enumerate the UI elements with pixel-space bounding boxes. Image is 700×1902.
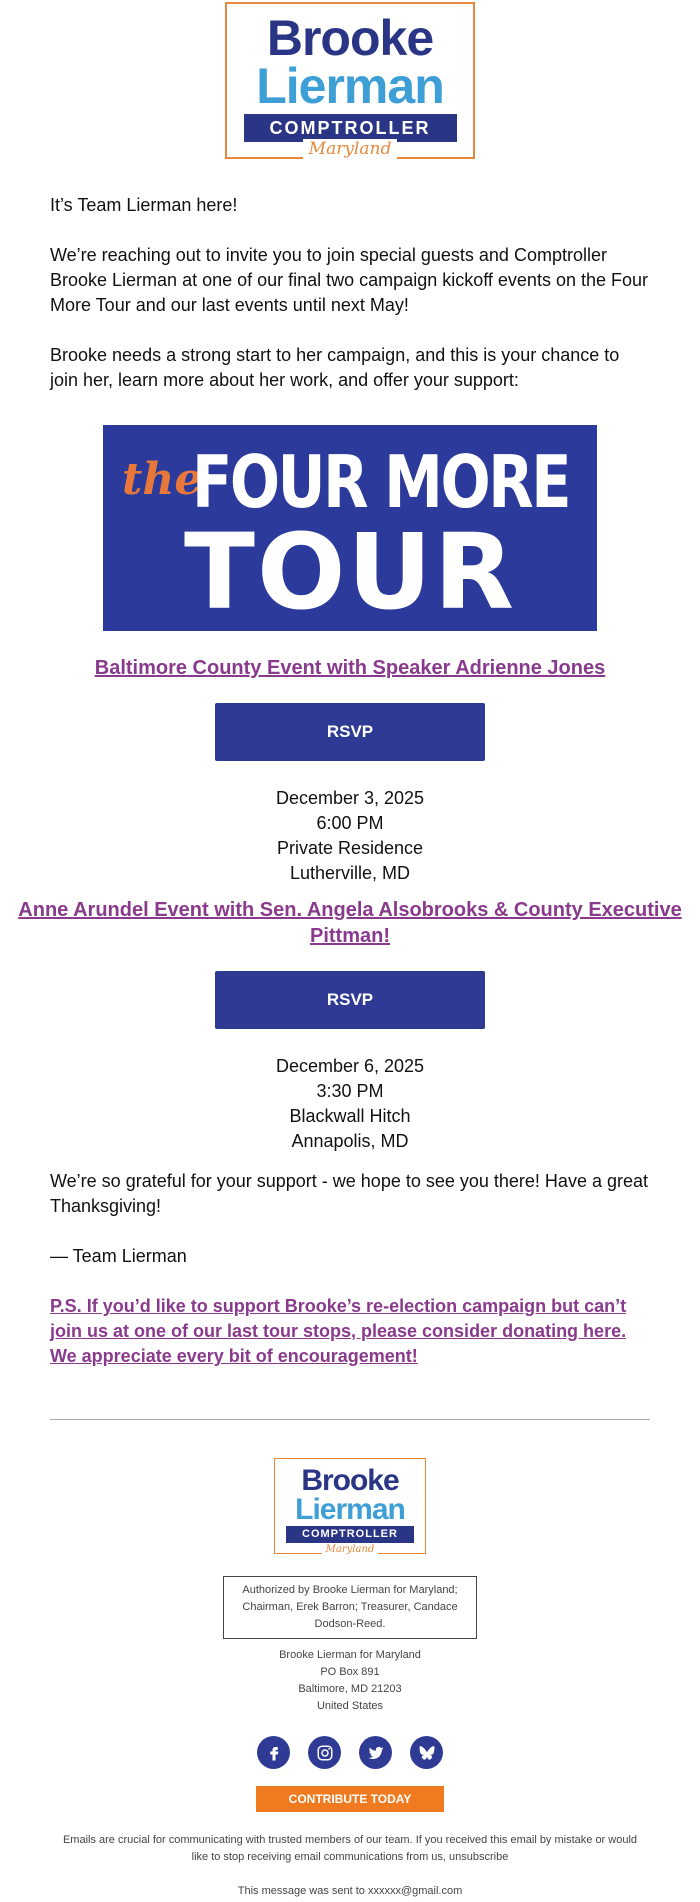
thanks-paragraph: We’re so grateful for your support - we hope to see you there! Have a great Thanksgiving!	[50, 1171, 648, 1216]
footer-logo-name-last: Lierman	[295, 1493, 405, 1526]
footer-logo-name-first: Brooke	[301, 1464, 399, 1497]
rsvp-button-anne-arundel[interactable]: RSVP	[215, 971, 485, 1029]
intro-paragraph: We’re reaching out to invite you to join special guests and Comptroller Brooke Lierman at one of our final two campaign kickoff events on the Four More Tour and our last events until next May!	[50, 245, 648, 315]
social-links	[0, 1736, 700, 1769]
banner-four-more: FOUR MORE	[192, 440, 570, 524]
email-page	[0, 2, 700, 1900]
event-date: December 6, 2025	[275, 1056, 425, 1076]
unsubscribe-note[interactable]: Emails are crucial for communicating with trusted members of our team. If you received this email by mistake or would like to stop receiving email communications from us, unsubscribe	[62, 1834, 638, 1863]
rsvp-button-baltimore[interactable]: RSVP	[215, 703, 485, 761]
mailing-address	[0, 1647, 700, 1715]
event-time: 6:00 PM	[316, 813, 384, 833]
support-paragraph: Brooke needs a strong start to her campaign, and this is your chance to join her, learn more about her work, and offer your support:	[50, 345, 620, 390]
banner-the: the	[122, 454, 203, 505]
bluesky-icon[interactable]	[410, 1736, 443, 1769]
contribute-today-button[interactable]: CONTRIBUTE TODAY	[256, 1786, 444, 1812]
address-org: Brooke Lierman for Maryland	[279, 1649, 421, 1661]
authorized-by-box: Authorized by Brooke Lierman for Maryland; Chairman, Erek Barron; Treasurer, Candace Dodson-Reed.	[223, 1576, 477, 1639]
address-line2: Baltimore, MD 21203	[298, 1683, 402, 1695]
footer-logo-office: COMPTROLLER	[286, 1526, 414, 1543]
footer-divider	[50, 1419, 650, 1420]
logo-office: COMPTROLLER	[244, 114, 457, 142]
banner-tour: TOUR	[184, 511, 516, 633]
logo-name-first: Brooke	[266, 10, 434, 66]
four-more-tour-banner	[100, 422, 600, 634]
greeting: It’s Team Lierman here!	[50, 195, 238, 215]
event-date: December 3, 2025	[275, 788, 425, 808]
facebook-icon[interactable]	[257, 1736, 290, 1769]
event-city: Annapolis, MD	[291, 1131, 409, 1151]
event-link-baltimore[interactable]: Baltimore County Event with Speaker Adrienne Jones	[94, 657, 606, 679]
event-venue: Blackwall Hitch	[289, 1106, 411, 1126]
footer-logo-state: Maryland	[275, 1544, 425, 1555]
sent-to-note: This message was sent to xxxxxx@gmail.com	[237, 1885, 463, 1897]
logo-state: Maryland	[227, 139, 473, 159]
instagram-icon[interactable]	[308, 1736, 341, 1769]
event-link-anne-arundel[interactable]: Anne Arundel Event with Sen. Angela Alsobrooks & County Executive Pittman!	[18, 899, 682, 947]
event-city: Lutherville, MD	[289, 863, 411, 883]
event-venue: Private Residence	[276, 838, 424, 858]
ps-donate-link[interactable]: P.S. If you’d like to support Brooke’s re-election campaign but can’t join us at one of our last tour stops, please consider donating here. We appreciate every bit of encouragement!	[50, 1296, 627, 1366]
event-details-anne-arundel	[0, 1054, 700, 1154]
twitter-icon[interactable]	[359, 1736, 392, 1769]
signoff: — Team Lierman	[50, 1246, 187, 1266]
campaign-logo	[225, 2, 475, 159]
closing-section	[0, 1169, 700, 1369]
event-time: 3:30 PM	[316, 1081, 384, 1101]
address-country: United States	[316, 1700, 384, 1712]
email-body	[0, 193, 700, 393]
address-line1: PO Box 891	[320, 1666, 380, 1678]
event-details-baltimore	[0, 786, 700, 886]
logo-name-last: Lierman	[256, 58, 444, 114]
footer-logo	[274, 1458, 426, 1554]
